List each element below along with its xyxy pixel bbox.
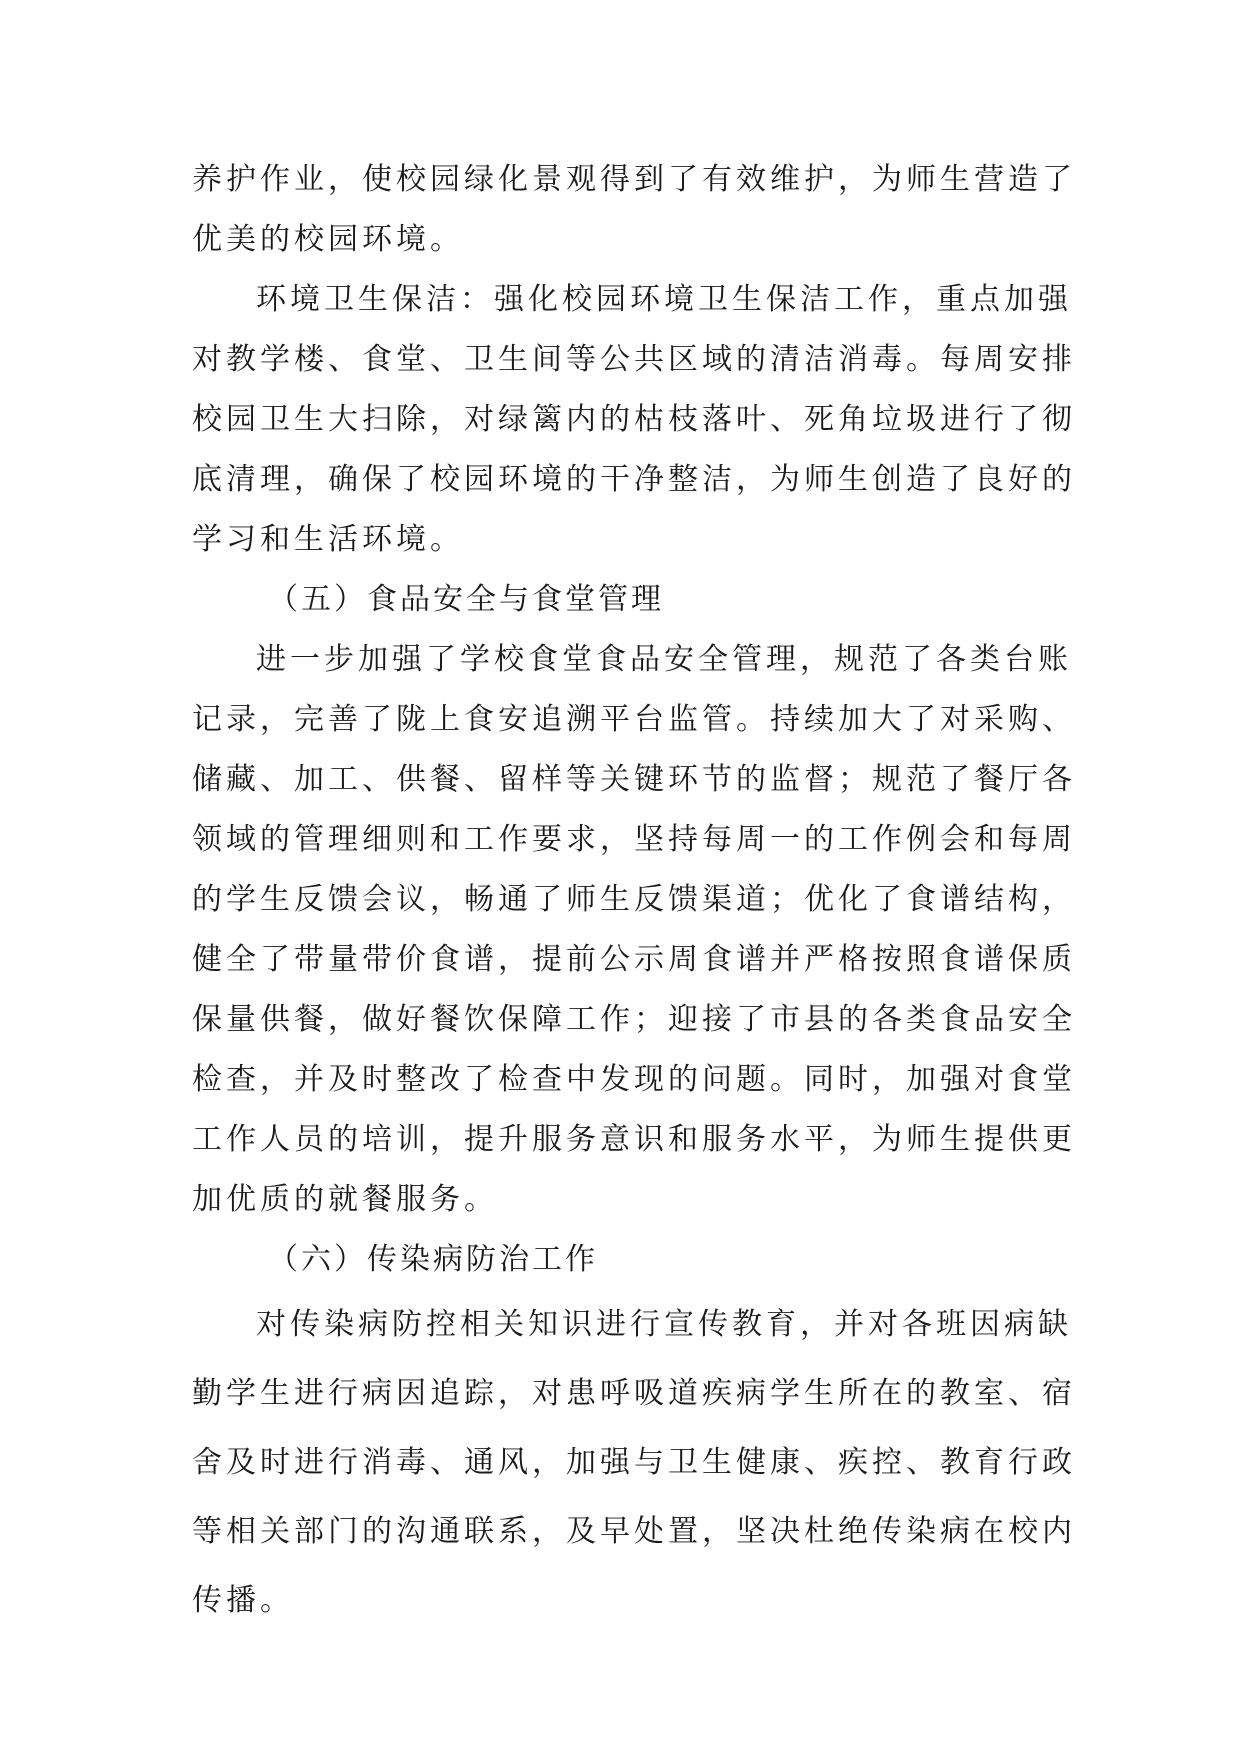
text-line: 等相关部门的沟通联系，及早处置，坚决杜绝传染病在校内 — [192, 1514, 1076, 1549]
text-line: 保量供餐，做好餐饮保障工作；迎接了市县的各类食品安全 — [192, 1002, 1076, 1037]
text-line: 环境卫生保洁：强化校园环境卫生保洁工作，重点加强 — [256, 282, 1072, 317]
text-line: 工作人员的培训，提升服务意识和服务水平，为师生提供更 — [192, 1122, 1076, 1157]
text-line: 健全了带量带价食谱，提前公示周食谱并严格按照食谱保质 — [192, 942, 1076, 977]
text-line: 对传染病防控相关知识进行宣传教育，并对各班因病缺 — [256, 1307, 1072, 1342]
text-line: 检查，并及时整改了检查中发现的问题。同时，加强对食堂 — [192, 1062, 1076, 1097]
text-line: 勤学生进行病因追踪，对患呼吸道疾病学生所在的教室、宿 — [192, 1376, 1076, 1411]
paragraph-food-safety — [192, 630, 1076, 1230]
section-heading-food-safety: （五）食品安全与食堂管理 — [268, 582, 664, 617]
text-line: 学习和生活环境。 — [192, 522, 464, 557]
text-line: 优美的校园环境。 — [192, 222, 464, 257]
text-line: 加优质的就餐服务。 — [192, 1182, 498, 1217]
text-line: 进一步加强了学校食堂食品安全管理，规范了各类台账 — [256, 642, 1072, 677]
paragraph-greening-continued — [192, 150, 1076, 270]
document-body — [192, 150, 1076, 1635]
text-line: 养护作业，使校园绿化景观得到了有效维护，为师生营造了 — [192, 162, 1076, 197]
text-line: 校园卫生大扫除，对绿篱内的枯枝落叶、死角垃圾进行了彻 — [192, 402, 1076, 437]
text-line: 的学生反馈会议，畅通了师生反馈渠道；优化了食谱结构， — [192, 882, 1076, 917]
text-line: 底清理，确保了校园环境的干净整洁，为师生创造了良好的 — [192, 462, 1076, 497]
text-line: 储藏、加工、供餐、留样等关键环节的监督；规范了餐厅各 — [192, 762, 1076, 797]
text-line: 记录，完善了陇上食安追溯平台监管。持续加大了对采购、 — [192, 702, 1076, 737]
text-line: 传播。 — [192, 1583, 294, 1618]
paragraph-disease-control — [192, 1290, 1076, 1635]
paragraph-sanitation — [192, 270, 1076, 570]
section-heading-disease-control: （六）传染病防治工作 — [268, 1242, 598, 1277]
text-line: 舍及时进行消毒、通风，加强与卫生健康、疾控、教育行政 — [192, 1445, 1076, 1480]
text-line: 对教学楼、食堂、卫生间等公共区域的清洁消毒。每周安排 — [192, 342, 1076, 377]
text-line: 领域的管理细则和工作要求，坚持每周一的工作例会和每周 — [192, 822, 1076, 857]
